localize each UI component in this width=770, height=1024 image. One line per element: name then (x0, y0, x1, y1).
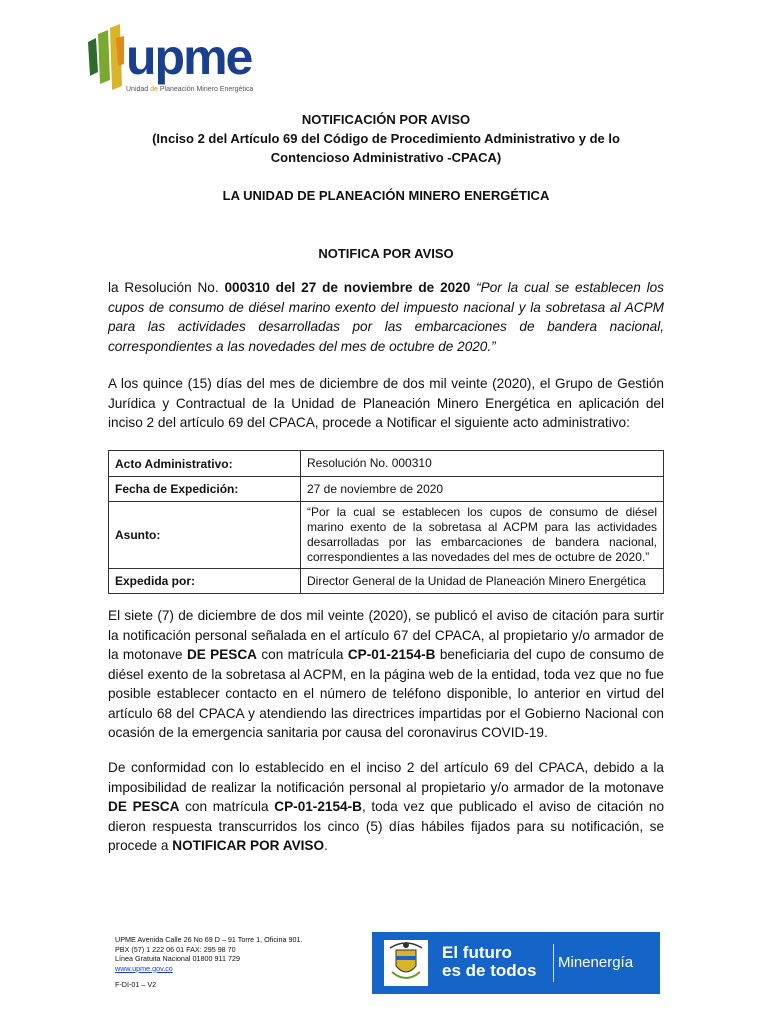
table-row (109, 569, 664, 594)
footer-address: UPME Avenida Calle 26 No 69 D – 91 Torre 1, Oficina 901. PBX (57) 1 222 06 01 FAX: 295 98 70 Línea Gratuita Nacional 01800 911 729 www.upme.gov.co (115, 935, 303, 973)
logo-subtitle: Unidad de Planeación Minero Energética (126, 86, 254, 93)
table-value: 27 de noviembre de 2020 (301, 477, 664, 502)
table-value: Director General de la Unidad de Planeación Minero Energética (301, 569, 664, 594)
table-key: Fecha de Expedición: (109, 477, 301, 502)
table-key: Expedida por: (109, 569, 301, 594)
ministry-name: Minenergía (558, 954, 634, 971)
logo-mark-icon (86, 24, 126, 94)
table-value: “Por la cual se establecen los cupos de consumo de diésel marino exento de la sobretasa al ACPM para las actividades desarrolladas por las embarcaciones de bandera nacional, correspondientes a las novedades del mes de octubre de 2020.” (301, 502, 664, 569)
table-value: Resolución No. 000310 (301, 451, 664, 477)
government-banner (372, 932, 660, 994)
entity-title: LA UNIDAD DE PLANEACIÓN MINERO ENERGÉTICA (222, 188, 550, 203)
coat-of-arms-icon (380, 938, 432, 988)
notification-paragraph: A los quince (15) días del mes de diciembre de dos mil veinte (2020), el Grupo de Gestión Jurídica y Contractual de la Unidad de Planeación Minero Energética en aplicación del inciso 2 del artículo 69 del CPACA, procede a Notificar el siguiente acto administrativo: (108, 376, 664, 430)
table-row (109, 451, 664, 477)
table-key: Asunto: (109, 502, 301, 569)
slogan: El futuro es de todos (442, 943, 537, 980)
banner-divider (553, 944, 554, 982)
conformity-paragraph: De conformidad con lo establecido en el inciso 2 del artículo 69 del CPACA, debido a la imposibilidad de realizar la notificación personal al propietario y/o armador de la motonave DE PESCA con matrícula CP-01-2154-B, toda vez que publicado el aviso de citación no dieron respuesta transcurridos los cinco (5) días hábiles fijados para su notificación, se procede a NOTIFICAR POR AVISO. (108, 760, 664, 853)
act-details-table (108, 450, 664, 594)
resolution-paragraph: la Resolución No. 000310 del 27 de noviembre de 2020 “Por la cual se establecen los cupos de consumo de diésel marino exento del impuesto nacional y la sobretasa al ACPM para las actividades desarrolladas por las embarcaciones de bandera nacional, correspondientes a las novedades del mes de octubre de 2020.” (108, 280, 664, 354)
publication-paragraph: El siete (7) de diciembre de dos mil veinte (2020), se publicó el aviso de citación para surtir la notificación personal señalada en el artículo 67 del CPACA, al propietario y/o armador de la motonave DE PESCA con matrícula CP-01-2154-B beneficiaria del cupo de consumo de diésel exento de la sobretasa al ACPM, en la página web de la entidad, toda vez que no fue posible establecer contacto en el número de teléfono disponible, lo anterior en virtud del artículo 68 del CPACA y atendiendo las directrices impartidas por el Gobierno Nacional con ocasión de la emergencia sanitaria por causa del coronavirus COVID-19. (108, 608, 665, 740)
notice-title: NOTIFICACIÓN POR AVISO (Inciso 2 del Artículo 69 del Código de Procedimiento Administrativo y de lo Contencioso Administrativo -CPACA) (152, 112, 620, 165)
form-code: F-DI-01 – V2 (115, 980, 157, 989)
table-key: Acto Administrativo: (109, 451, 301, 477)
logo-wordmark: upme (126, 29, 252, 85)
upme-logo (86, 24, 286, 100)
website-link[interactable]: www.upme.gov.co (115, 963, 173, 973)
table-row (109, 502, 664, 569)
table-row (109, 477, 664, 502)
notifica-title: NOTIFICA POR AVISO (318, 246, 454, 261)
